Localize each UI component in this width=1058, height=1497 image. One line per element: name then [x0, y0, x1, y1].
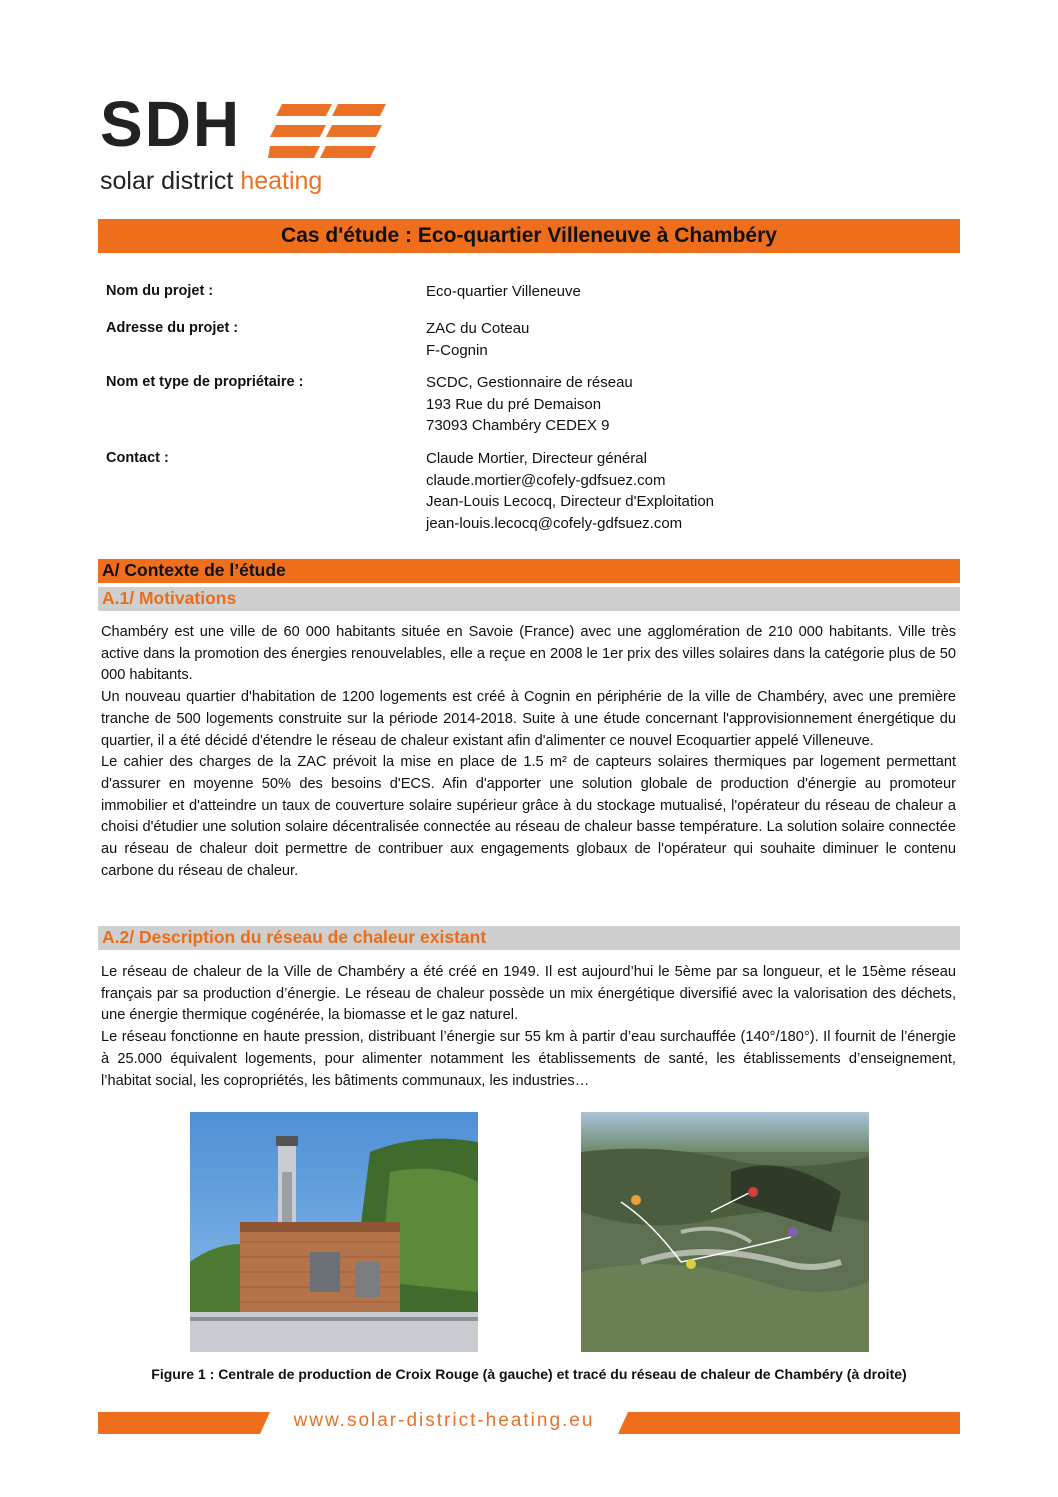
paragraph: Un nouveau quartier d'habitation de 1200 logements est créé à Cognin en périphérie de la ville de Chambéry, avec une première tranche de 500 logements construite sur la période 2014-2018. Suite à une étude concernant l'approvisionnement énergétique du quartier, il a été décidé d'étendre le réseau de chaleur existant afin d'alimenter ce nouvel Ecoquartier appelé Villeneuve.	[101, 689, 956, 749]
info-label-project: Nom du projet :	[106, 283, 214, 299]
info-label-owner: Nom et type de propriétaire :	[106, 374, 304, 390]
info-value-address: ZAC du Coteau F-Cognin	[426, 320, 530, 359]
paragraph: Le réseau de chaleur de la Ville de Chambéry a été créé en 1949. Il est aujourd’hui le 5ème par sa longueur, et le 15ème réseau français par sa production d’énergie. Le réseau de chaleur possède un mix énergétique diversifié avec la valorisation des déchets, une énergie thermique cogénérée, la biomasse et le gaz naturel.	[101, 964, 956, 1024]
logo-bars-icon	[268, 102, 388, 162]
footer-bar-left	[98, 1412, 270, 1434]
sdh-logo	[100, 88, 400, 198]
logo-mark: SDH	[100, 88, 242, 160]
info-value-contact: Claude Mortier, Directeur général claude.mortier@cofely-gdfsuez.com Jean-Louis Lecocq, Directeur d'Exploitation jean-louis.lecocq@cofely-gdfsuez.com	[426, 450, 715, 532]
title-bar	[98, 219, 960, 253]
info-label-address: Adresse du projet :	[106, 320, 239, 336]
paragraph: Chambéry est une ville de 60 000 habitants située en Savoie (France) avec une agglomération de 210 000 habitants. Ville très active dans la promotion des énergies renouvelables, elle a reçue en 2008 le 1er prix des villes solaires dans la catégorie plus de 50 000 habitants.	[101, 624, 956, 684]
section-a2-heading: A.2/ Description du réseau de chaleur existant	[98, 926, 960, 950]
paragraph: Le réseau fonctionne en haute pression, distribuant l’énergie sur 55 km à partir d’eau surchauffée (140°/180°). Il fournit de l’énergie à 25.000 équivalent logements, pour alimenter notamment les établissements de santé, les établissements d’enseignement, l’habitat social, les copropriétés, les bâtiments communaux, les industries…	[101, 1029, 956, 1089]
photo-croix-rouge-plant	[190, 1112, 478, 1352]
paragraph: Le cahier des charges de la ZAC prévoit la mise en place de 1.5 m² de capteurs solaires thermiques par logement permettant d'assurer en moyenne 50% des besoins d'ECS. Afin d'apporter une solution globale de production d'énergie au promoteur immobilier et d'atteindre un taux de couverture solaire supérieur grâce à du stockage mutualisé, l'opérateur du réseau de chaleur a choisi d'étudier une solution solaire décentralisée connectée au réseau de chaleur basse température. La solution solaire connectée au réseau de chaleur doit permettre de contribuer aux engagements globaux de l'opérateur qui souhaite diminuer le contenu carbone du réseau de chaleur.	[101, 754, 956, 879]
page-title: Cas d'étude : Eco-quartier Villeneuve à Chambéry	[281, 224, 777, 247]
section-a2-text	[101, 962, 956, 1092]
info-value-owner: SCDC, Gestionnaire de réseau 193 Rue du pré Demaison 73093 Chambéry CEDEX 9	[426, 374, 633, 434]
photo-network-map	[581, 1112, 869, 1352]
section-a1-heading: A.1/ Motivations	[98, 587, 960, 611]
info-label-contact: Contact :	[106, 450, 169, 466]
logo-tagline: solar district heating	[100, 167, 323, 195]
footer-url-link[interactable]: www.solar-district-heating.eu	[293, 1410, 595, 1431]
section-a-heading: A/ Contexte de l’étude	[98, 559, 960, 583]
footer-bar-right	[618, 1412, 960, 1434]
info-value-project: Eco-quartier Villeneuve	[426, 283, 581, 300]
section-a1-text	[101, 622, 956, 882]
figure-caption: Figure 1 : Centrale de production de Croix Rouge (à gauche) et tracé du réseau de chaleur de Chambéry (à droite)	[151, 1366, 907, 1382]
